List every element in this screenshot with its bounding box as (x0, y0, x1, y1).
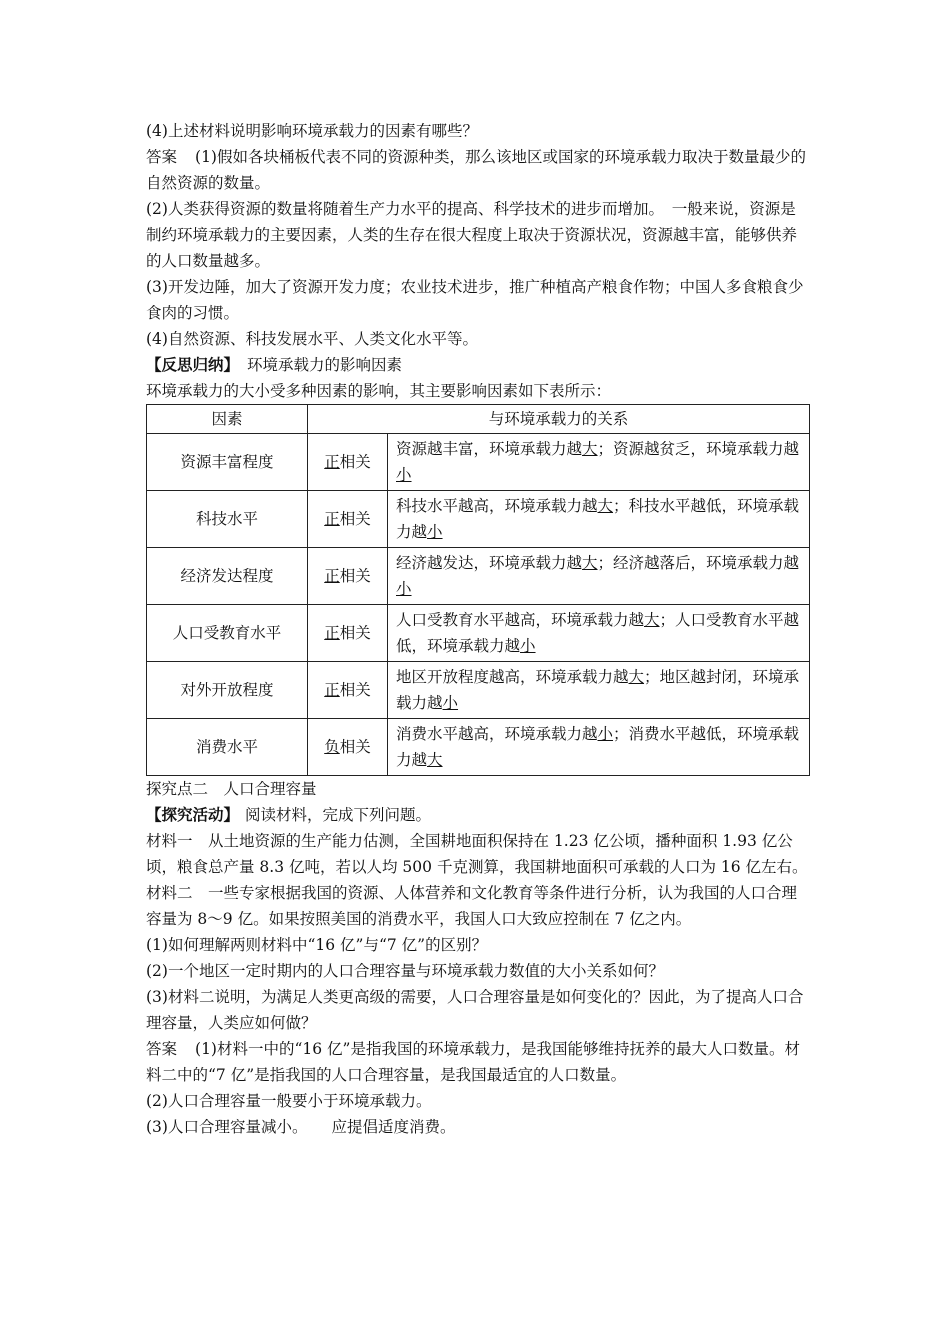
correlation-suffix: 相关 (339, 738, 371, 756)
answer-3: (3)开发边陲，加大了资源开发力度；农业技术进步，推广种植高产粮食作物；中国人多食粮食少食肉的习惯。 (146, 278, 804, 322)
table-body (147, 434, 810, 776)
blank-answer: 大 (597, 497, 614, 515)
answer-part2-2: (2)人口合理容量一般要小于环境承载力。 (146, 1092, 432, 1110)
relation-description (388, 719, 810, 776)
reflection-tag: 【反思归纳】 (146, 355, 240, 374)
blank-answer: 大 (582, 554, 598, 572)
desc-text: ；资源越贫乏，环境承载力越 (597, 440, 800, 458)
answer-label: 答案 (146, 148, 178, 166)
factor-name: 科技水平 (147, 491, 308, 548)
relation-description (388, 434, 810, 491)
correlation-suffix: 相关 (339, 624, 371, 642)
desc-text: 地区开放程度越高，环境承载力越 (396, 668, 629, 686)
factors-table (146, 404, 810, 776)
correlation-cell (308, 662, 388, 719)
factor-name: 经济发达程度 (147, 548, 308, 605)
answer-1: 答案 (1)假如各块桶板代表不同的资源种类，那么该地区或国家的环境承载力取决于数量最少的自然资源的数量。 (146, 148, 806, 192)
answer-2: (2)人类获得资源的数量将随着生产力水平的提高、科学技术的进步而增加。 一般来说，资源是制约环境承载力的主要因素，人类的生存在很大程度上取决于资源状况，资源越丰富，能够供养的人口数量越多。 (146, 200, 798, 270)
blank-answer: 大 (628, 668, 645, 686)
blank-answer: 大 (582, 440, 598, 458)
document-page (146, 118, 810, 1140)
table-row (147, 605, 810, 662)
section-heading: 探究点二 人口合理容量 (146, 780, 317, 798)
desc-text: ；经济越落后，环境承载力越 (597, 554, 800, 572)
material-1: 材料一 从土地资源的生产能力估测，全国耕地面积保持在 1.23 亿公顷，播种面积 1.93 亿公顷，粮食总产量 8.3 亿吨，若以人均 500 千克测算，我国耕地面积可承载的人口为 16 亿左右。 (146, 832, 808, 876)
desc-text: ；人口受教育水平越低，环境承载力越 (396, 611, 800, 655)
answer-label: 答案 (146, 1040, 178, 1058)
blank-answer: 小 (520, 637, 536, 655)
desc-text: ；地区越封闭，环境承载力越 (396, 668, 800, 712)
blank-answer: 小 (597, 725, 614, 743)
table-header-row (147, 405, 810, 434)
correlation-sign: 正 (324, 453, 340, 471)
correlation-suffix: 相关 (339, 510, 371, 528)
relation-description (388, 491, 810, 548)
relation-description (388, 662, 810, 719)
correlation-suffix: 相关 (339, 453, 371, 471)
correlation-sign: 正 (324, 567, 340, 585)
question-1: (1)如何理解两则材料中“16 亿”与“7 亿”的区别？ (146, 936, 488, 954)
correlation-sign: 正 (324, 681, 340, 699)
correlation-cell (308, 548, 388, 605)
material-2: 材料二 一些专家根据我国的资源、人体营养和文化教育等条件进行分析，认为我国的人口合理容量为 8～9 亿。如果按照美国的消费水平，我国人口大致应控制在 7 亿之内。 (146, 884, 798, 928)
table-row (147, 719, 810, 776)
desc-text: 资源越丰富，环境承载力越 (396, 440, 583, 458)
factor-name: 人口受教育水平 (147, 605, 308, 662)
blank-answer: 小 (427, 523, 443, 541)
factor-name: 对外开放程度 (147, 662, 308, 719)
activity-text: 阅读材料，完成下列问题。 (245, 806, 432, 824)
blank-answer: 大 (644, 611, 660, 629)
table-row (147, 491, 810, 548)
reflection-intro: 环境承载力的大小受多种因素的影响，其主要影响因素如下表所示： (146, 382, 612, 400)
table-row (147, 548, 810, 605)
table-row (147, 662, 810, 719)
desc-text: 人口受教育水平越高，环境承载力越 (396, 611, 645, 629)
correlation-cell (308, 605, 388, 662)
factor-name: 资源丰富程度 (147, 434, 308, 491)
factor-name: 消费水平 (147, 719, 308, 776)
table-row (147, 434, 810, 491)
question-4: (4)上述材料说明影响环境承载力的因素有哪些？ (146, 122, 478, 140)
correlation-cell (308, 491, 388, 548)
correlation-cell (308, 719, 388, 776)
header-relation: 与环境承载力的关系 (308, 405, 810, 434)
answer-part2-3: (3)人口合理容量减小。 应提倡适度消费。 (146, 1118, 456, 1136)
blank-answer: 小 (442, 694, 459, 712)
blank-answer: 小 (396, 466, 412, 484)
correlation-suffix: 相关 (339, 681, 371, 699)
relation-description (388, 605, 810, 662)
desc-text: 科技水平越高，环境承载力越 (396, 497, 598, 515)
desc-text: ；消费水平越低，环境承载力越 (396, 725, 800, 769)
desc-text: 经济越发达，环境承载力越 (396, 554, 583, 572)
correlation-cell (308, 434, 388, 491)
reflection-title: 环境承载力的影响因素 (247, 356, 403, 374)
correlation-sign: 正 (324, 624, 340, 642)
answer-4: (4)自然资源、科技发展水平、人类文化水平等。 (146, 330, 478, 348)
desc-text: ；科技水平越低，环境承载力越 (396, 497, 800, 541)
desc-text: 消费水平越高，环境承载力越 (396, 725, 598, 743)
relation-description (388, 548, 810, 605)
correlation-suffix: 相关 (339, 567, 371, 585)
correlation-sign: 负 (324, 738, 340, 756)
answer-part2-1: 答案 (1)材料一中的“16 亿”是指我国的环境承载力，是我国能够维持抚养的最大人口数量。材料二中的“7 亿”是指我国的人口合理容量，是我国最适宜的人口数量。 (146, 1040, 800, 1084)
activity-tag: 【探究活动】 (146, 805, 240, 824)
activity-line (146, 802, 810, 828)
blank-answer: 小 (396, 580, 412, 598)
correlation-sign: 正 (324, 510, 340, 528)
question-2: (2)一个地区一定时期内的人口合理容量与环境承载力数值的大小关系如何？ (146, 962, 664, 980)
question-3: (3)材料二说明，为满足人类更高级的需要，人口合理容量是如何变化的？因此，为了提高人口合理容量，人类应如何做？ (146, 988, 804, 1032)
header-factor: 因素 (147, 405, 308, 434)
blank-answer: 大 (427, 751, 443, 769)
reflection-heading (146, 352, 810, 378)
